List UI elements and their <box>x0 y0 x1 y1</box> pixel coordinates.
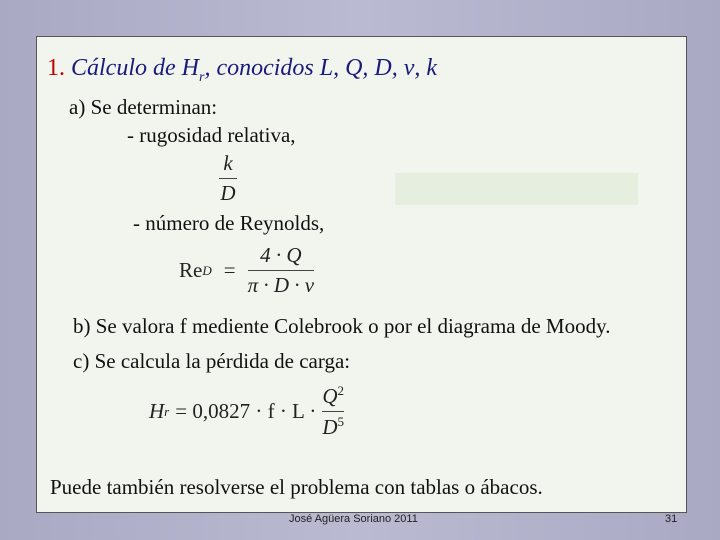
hr-den: D <box>322 415 338 439</box>
title-text-a: Cálculo de H <box>65 55 199 81</box>
D-symbol: D <box>220 181 236 205</box>
closing-note: Puede también resolverse el problema con tablas o ábacos. <box>50 475 543 499</box>
slide-title <box>47 55 437 86</box>
re-equals: = <box>223 258 236 282</box>
hr-sub: r <box>164 403 170 419</box>
page-number: 31 <box>665 513 678 525</box>
title-sub: r <box>198 69 205 85</box>
re-sub: D <box>202 262 212 278</box>
step-rugosidad: - rugosidad relativa, <box>127 123 296 147</box>
title-text-b: , conocidos L, Q, D, ν, k <box>204 55 438 81</box>
hr-den-exp: 5 <box>337 414 345 429</box>
hr-num-exp: 2 <box>337 383 345 398</box>
footer-author: José Agüera Soriano 2011 <box>289 513 418 525</box>
step-b: b) Se valora f mediente Colebrook o por el diagrama de Moody. <box>73 314 611 338</box>
step-reynolds: - número de Reynolds, <box>133 211 325 235</box>
formula-head-loss <box>149 383 344 440</box>
formula-relative-roughness <box>219 151 237 206</box>
formula-reynolds <box>179 243 314 298</box>
step-a-label: a) Se determinan: <box>69 95 218 119</box>
hr-middle: = 0,0827 · f · L · <box>175 399 317 423</box>
re-symbol: Re <box>179 258 203 282</box>
highlight-box <box>395 173 638 205</box>
k-symbol: k <box>223 151 233 175</box>
hr-num: Q <box>322 384 338 408</box>
step-c: c) Se calcula la pérdida de carga: <box>73 349 351 373</box>
slide <box>36 36 687 525</box>
re-denominator: π · D · ν <box>247 273 315 297</box>
re-numerator: 4 · Q <box>260 243 302 267</box>
title-number: 1. <box>47 55 65 81</box>
hr-H: H <box>149 399 165 423</box>
